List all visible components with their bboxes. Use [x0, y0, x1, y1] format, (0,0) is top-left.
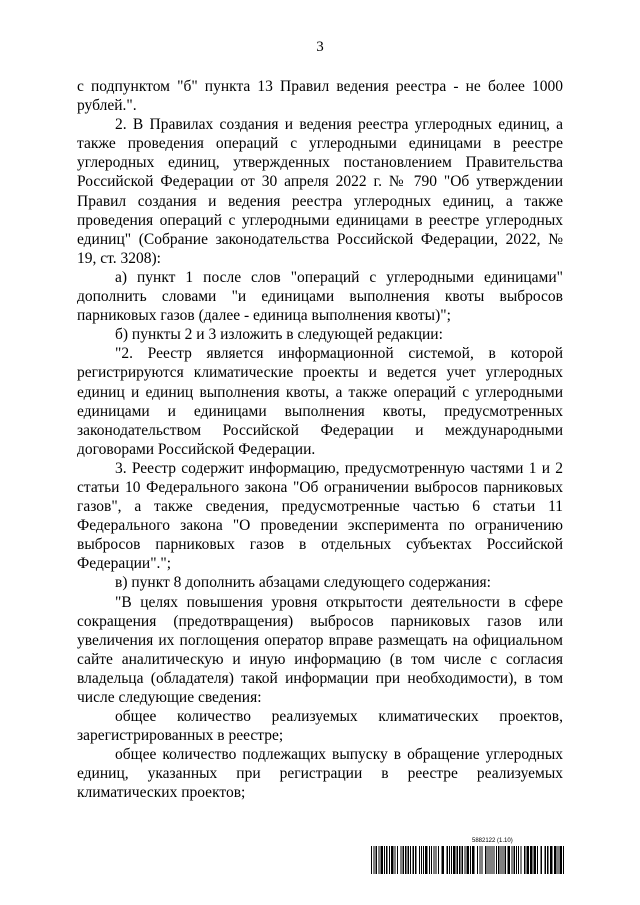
paragraph-8: "В целях повышения уровня открытости деятельности в сфере сокращения (предотвращения) выбросов парниковых газов или увеличения их поглощения оператор вправе размещать на официальном сайте аналитическую и иную информацию (в том числе с согласия владельца (обладателя) такой информации при необходимости), в том числе следующие сведения: — [77, 593, 563, 706]
barcode-bar — [431, 846, 432, 874]
barcode-bar — [434, 846, 435, 874]
barcode-bar — [477, 846, 478, 874]
barcode-bar — [524, 846, 526, 874]
barcode-bar — [563, 846, 564, 874]
barcode-bar — [457, 846, 459, 874]
barcode-bar — [436, 846, 437, 874]
barcode-bar — [389, 846, 390, 874]
paragraph-9: общее количество реализуемых климатических проектов, зарегистрированных в реестре; — [77, 708, 563, 745]
barcode-bar — [419, 846, 420, 874]
barcode-bar — [405, 846, 407, 874]
paragraph-6: 3. Реестр содержит информацию, предусмотренную частями 1 и 2 статьи 10 Федерального закона "Об ограничении выбросов парниковых газов", а также сведения, предусмотренные частью 6 статьи 11 Федерального закона "О проведении эксперимента по ограничению выбросов парниковых газов в отдельных субъектах Российской Федерации"."; — [77, 459, 563, 573]
barcode-bar — [415, 846, 417, 874]
barcode-bar — [374, 846, 375, 874]
barcode-bar — [480, 846, 481, 874]
barcode-bar — [371, 846, 372, 874]
barcode-bar — [508, 846, 511, 874]
barcode-bar — [465, 846, 466, 874]
barcode-bar — [537, 846, 538, 874]
barcode-bar — [490, 846, 491, 874]
barcode-bar — [514, 846, 516, 874]
barcode-bar — [485, 846, 487, 874]
barcode-bar — [547, 846, 549, 874]
barcode-bar — [449, 846, 450, 874]
barcode-bar — [423, 846, 424, 874]
barcode-bar — [501, 846, 502, 874]
barcode-bar — [467, 846, 470, 874]
barcode-bar — [498, 846, 500, 874]
barcode-bar — [494, 846, 495, 874]
barcode-bar — [505, 846, 507, 874]
barcode-bar — [453, 846, 456, 874]
barcode-bar — [438, 846, 439, 874]
barcode-bar — [421, 846, 422, 874]
barcode-bar — [521, 846, 522, 874]
barcode-bar — [534, 846, 537, 874]
barcode-bar — [516, 846, 517, 874]
barcode-bar — [403, 846, 405, 874]
barcode-bar — [527, 846, 530, 874]
barcode-bar — [496, 846, 497, 874]
barcode-bar — [447, 846, 449, 874]
barcode-bar — [401, 846, 402, 874]
paragraph-3: а) пункт 1 после слов "операций с углеродными единицами" дополнить словами "и единицами выполнения квоты выбросов парниковых газов (далее - единица выполнения квоты)"; — [77, 268, 563, 325]
barcode-bar — [512, 846, 513, 874]
barcode-bar — [472, 846, 475, 874]
barcode-bar — [462, 846, 464, 874]
barcode-bar — [470, 846, 471, 874]
barcode-bar — [560, 846, 563, 874]
document-code: 5882122 (1.10) — [472, 838, 513, 844]
barcode-bar — [379, 846, 380, 874]
paragraph-5: "2. Реестр является информационной системой, в которой регистрируются климатические проекты и ведется учет углеродных единиц и единиц выполнения квоты, а также операций с углеродными единицами и единицами выполнения квоты, предусмотренных законодательством Российской Федерации и международными договорами Российской Федерации. — [77, 345, 563, 458]
barcode-bar — [429, 846, 430, 874]
barcode-bar — [530, 846, 533, 874]
barcode-bar — [442, 846, 445, 874]
barcode-bar — [381, 846, 384, 874]
barcode-bar — [459, 846, 461, 874]
barcode-bar — [518, 846, 519, 874]
barcode-bar — [451, 846, 452, 874]
paragraph-4: б) пункты 2 и 3 изложить в следующей редакции: — [115, 326, 443, 344]
paragraph-10: общее количество подлежащих выпуску в обращение углеродных единиц, указанных при регистрации в реестре реализуемых климатических проектов; — [77, 746, 563, 802]
barcode-bar — [482, 846, 483, 874]
barcode-bar — [488, 846, 489, 874]
barcode-bar — [410, 846, 411, 874]
barcode-bar — [391, 846, 394, 874]
paragraph-2: 2. В Правилах создания и ведения реестра углеродных единиц, а также проведения операций с углеродными единицами в реестре углеродных единиц, утвержденных постановлением Правительства Российской Федерации от 30 апреля 2022 г. № 790 "Об утверждении Правил создания и ведения реестра углеродных единиц, а также проведения операций с углеродными единицами в реестре углеродных единиц" (Собрание законодательства Российской Федерации, 2022, № 19, ст. 3208): — [77, 116, 563, 267]
barcode-bar — [425, 846, 428, 874]
barcode-bar — [545, 846, 547, 874]
barcode-bar — [386, 846, 388, 874]
barcode-bar — [376, 846, 378, 874]
document-body — [77, 77, 563, 803]
barcode-icon — [371, 846, 564, 874]
barcode-bar — [503, 846, 504, 874]
barcode-bar — [541, 846, 543, 874]
paragraph-7: в) пункт 8 дополнить абзацами следующего содержания: — [115, 574, 491, 592]
barcode-bar — [395, 846, 396, 874]
page-number: 3 — [316, 39, 324, 55]
barcode-bar — [554, 846, 557, 874]
paragraph-1: с подпунктом "б" пункта 13 Правил ведения реестра - не более 1000 рублей.". — [77, 78, 563, 115]
barcode-bar — [408, 846, 410, 874]
barcode-bar — [550, 846, 553, 874]
barcode-bar — [413, 846, 415, 874]
barcode-bar — [384, 846, 385, 874]
barcode-bar — [492, 846, 493, 874]
barcode-bar — [397, 846, 398, 874]
barcode-bar — [558, 846, 559, 874]
